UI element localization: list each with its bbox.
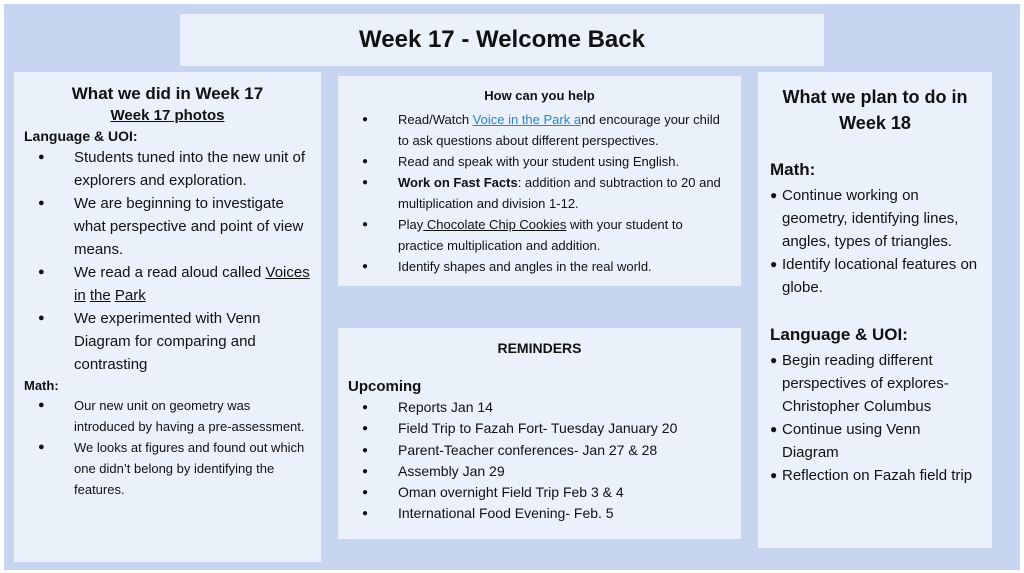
list-item: ● Reflection on Fazah field trip (770, 464, 980, 487)
list-item: ● Reports Jan 14 (348, 397, 731, 418)
book-title-word: in (74, 287, 86, 304)
list-item: ● Continue working on geometry, identifying lines, angles, types of triangles. (770, 184, 980, 253)
week17-photos-link[interactable]: Week 17 photos (110, 107, 225, 124)
list-item: ● We are beginning to investigate what perspective and point of view means. (24, 192, 311, 261)
list-item: ● Identify locational features on globe. (770, 253, 980, 299)
help-list (350, 109, 729, 277)
language-uoi-heading: Language & UOI: (770, 325, 908, 344)
language-uoi-list (24, 146, 311, 376)
list-item: ● We looks at figures and found out which one didn’t belong by identifying the features. (24, 437, 311, 500)
book-title-word: the (89, 287, 111, 304)
list-item: ● Field Trip to Fazah Fort- Tuesday January 20 (348, 418, 731, 439)
list-item-text: We read a read aloud called (74, 264, 262, 281)
slide (4, 4, 1020, 570)
book-title-word: Voices (265, 264, 310, 281)
voice-in-the-park-link[interactable]: Voice in the Park a (472, 112, 582, 127)
how-can-you-help-card (338, 76, 741, 286)
reminders-heading: REMINDERS (497, 340, 582, 356)
week18-heading: What we plan to do in Week 18 (782, 87, 968, 133)
list-item: ● Begin reading different perspectives of explores- Christopher Columbus (770, 349, 980, 418)
title-card (180, 14, 824, 66)
list-item: ● Students tuned into the new unit of explorers and exploration. (24, 146, 311, 192)
list-item: ● Continue using Venn Diagram (770, 418, 980, 464)
list-item: ● Parent-Teacher conferences- Jan 27 & 28 (348, 440, 731, 461)
list-item-text: Read/Watch (398, 112, 473, 127)
math-plan-list (770, 184, 980, 299)
list-item-text: with your student to practice multiplication and addition. (398, 217, 683, 253)
language-uoi-heading: Language & UOI: (24, 128, 138, 144)
list-item (24, 261, 311, 307)
list-item (350, 109, 729, 151)
fast-facts-label: Work on Fast Facts (398, 175, 518, 190)
language-plan-list (770, 349, 980, 487)
reminders-list (348, 397, 731, 525)
book-title-word: Park (114, 287, 146, 304)
reminders-card (338, 328, 741, 539)
list-item (350, 172, 729, 214)
list-item: ● International Food Evening- Feb. 5 (348, 503, 731, 524)
math-heading: Math: (770, 160, 816, 179)
list-item-text: nd encourage your child to ask questions about different perspectives. (398, 112, 720, 148)
list-item: ● Assembly Jan 29 (348, 461, 731, 482)
week17-summary-card (14, 72, 321, 562)
list-item: ● Read and speak with your student using English. (350, 151, 729, 172)
math-heading: Math: (24, 378, 59, 393)
page-title: Week 17 - Welcome Back (359, 26, 645, 53)
chocolate-chip-cookies-link[interactable]: Chocolate Chip Cookies (423, 217, 567, 232)
list-item-text: Play (398, 217, 424, 232)
list-item (350, 214, 729, 256)
list-item: ● Our new unit on geometry was introduced by having a pre-assessment. (24, 395, 311, 437)
list-item-text: : addition and subtraction to 20 and multiplication and division 1-12. (398, 175, 721, 211)
week18-plan-card (758, 72, 992, 548)
list-item: ● We experimented with Venn Diagram for comparing and contrasting (24, 307, 311, 376)
list-item: ● Identify shapes and angles in the real world. (350, 256, 729, 277)
list-item: ● Oman overnight Field Trip Feb 3 & 4 (348, 482, 731, 503)
week17-heading: What we did in Week 17 (71, 84, 264, 103)
upcoming-heading: Upcoming (348, 378, 422, 395)
help-heading: How can you help (484, 88, 595, 103)
math-list (24, 395, 311, 500)
